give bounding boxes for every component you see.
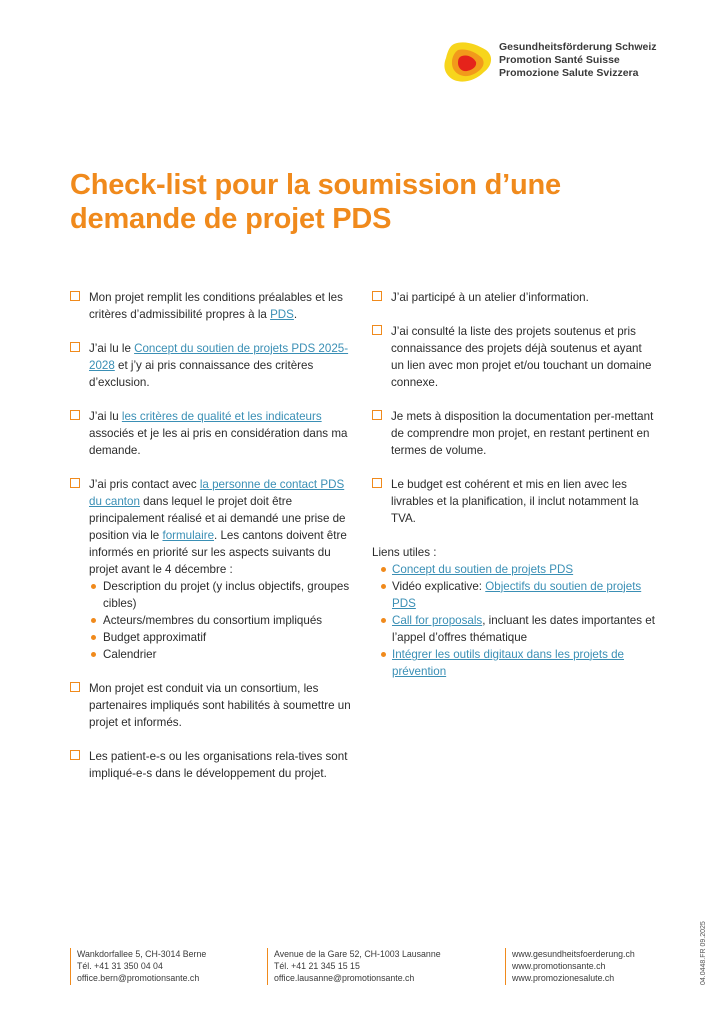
checklist-item-supported-projects: J’ai consulté la liste des projets soutenus et pris connaissance des projets déjà soutenus et ayant un lien avec mon projet et/ou touchant un domaine connexe. <box>372 323 657 391</box>
page-title-line1: Check-list pour la soumission d’une <box>70 169 561 201</box>
checklist-item-patients: Les patient-e-s ou les organisations rela-tives sont impliqué-e-s dans le développement du projet. <box>70 748 355 782</box>
digital-tools-link[interactable]: Intégrer les outils digitaux dans les projets de prévention <box>392 648 625 678</box>
checkbox-icon[interactable] <box>70 682 80 692</box>
page-title-line2: demande de projet PDS <box>70 203 392 235</box>
footer-lausanne <box>267 948 441 985</box>
checklist-item-canton-contact: J’ai pris contact avec la personne de contact PDS du canton dans lequel le projet doit être principalement réalisé et ai demandé une prise de position via le formulaire. Les cantons doivent être informés en priorité sur les aspects suivants du projet avant le 4 décembre : Description du projet (y inclus objectifs, groupes cibles) Acteurs/membres du consortium impliqués Budget approximatif Calendrier <box>70 476 355 663</box>
checklist-item-workshop: J’ai participé à un atelier d’information. <box>372 289 657 306</box>
quality-criteria-link[interactable]: les critères de qualité et les indicateurs <box>121 410 322 423</box>
checkbox-icon[interactable] <box>372 478 382 488</box>
form-link[interactable]: formulaire <box>162 529 215 542</box>
useful-links-heading: Liens utiles : <box>372 546 437 559</box>
checklist-item-concept: J’ai lu le Concept du soutien de projets PDS 2025-2028 et j’y ai pris connaissance des critères d’exclusion. <box>70 340 355 391</box>
checklist-item-documentation: Je mets à disposition la documentation per-mettant de comprendre mon projet, en restant pertinent en termes de volume. <box>372 408 657 459</box>
checkbox-icon[interactable] <box>372 410 382 420</box>
footer-bern-address: Wankdorfallee 5, CH-3014 Berne <box>77 949 207 959</box>
canton-contact-link[interactable]: la personne de contact PDS du canton <box>89 478 345 508</box>
checkbox-icon[interactable] <box>70 478 80 488</box>
checkbox-icon[interactable] <box>70 291 80 301</box>
list-item: Calendrier <box>89 646 355 663</box>
footer-web-de[interactable]: www.gesundheitsfoerderung.ch <box>512 949 635 959</box>
checklist-item-quality-criteria: J’ai lu les critères de qualité et les indicateurs associés et je les ai pris en considération dans ma demande. <box>70 408 355 459</box>
checklist-left-column <box>70 289 355 782</box>
checklist-item-consortium: Mon projet est conduit via un consortium, les partenaires impliqués sont habilités à soumettre un projet et informés. <box>70 680 355 731</box>
logo <box>442 38 662 84</box>
list-item: Call for proposals, incluant les dates importantes et l’appel d’offres thématique <box>372 612 657 646</box>
footer-web <box>505 948 635 985</box>
footer-web-it[interactable]: www.promozionesalute.ch <box>512 973 615 984</box>
pds-link[interactable]: PDS <box>270 308 294 321</box>
list-item <box>372 646 657 680</box>
checkbox-icon[interactable] <box>372 325 382 335</box>
checkbox-icon[interactable] <box>70 410 80 420</box>
list-item: Acteurs/membres du consortium impliqués <box>89 612 355 629</box>
checklist-right-column <box>372 289 657 680</box>
footer-lausanne-address: Avenue de la Gare 52, CH-1003 Lausanne <box>274 949 441 959</box>
useful-links-list <box>372 561 657 680</box>
checkbox-icon[interactable] <box>70 750 80 760</box>
logo-wordmark <box>499 41 657 80</box>
footer-bern <box>70 948 206 985</box>
list-item: Budget approximatif <box>89 629 355 646</box>
call-for-proposals-link[interactable]: Call for proposals <box>392 614 483 627</box>
checklist-item-budget: Le budget est cohérent et mis en lien avec les livrables et la planification, il inclut notamment la TVA. <box>372 476 657 527</box>
concept-link[interactable]: Concept du soutien de projets PDS 2025-2028 <box>89 342 349 372</box>
footer-bern-phone: Tél. +41 31 350 04 04 <box>77 961 163 972</box>
logo-mark-icon <box>442 40 494 84</box>
footer-bern-email[interactable]: office.bern@promotionsante.ch <box>77 973 200 984</box>
checkbox-icon[interactable] <box>70 342 80 352</box>
page-title <box>70 168 670 236</box>
list-item: Vidéo explicative: Objectifs du soutien de projets PDS <box>372 578 657 612</box>
canton-aspects-list <box>89 578 355 663</box>
logo-line-de: Gesundheitsförderung Schweiz <box>499 41 657 53</box>
footer-web-fr[interactable]: www.promotionsante.ch <box>512 961 606 972</box>
video-objectives-link[interactable]: Objectifs du soutien de projets PDS <box>392 580 642 610</box>
concept-pds-link[interactable]: Concept du soutien de projets PDS <box>392 563 574 576</box>
logo-line-it: Promozione Salute Svizzera <box>499 67 639 79</box>
checklist-item-conditions: Mon projet remplit les conditions préalables et les critères d’admissibilité propres à la PDS. <box>70 289 355 323</box>
document-reference: 04.0448.FR 09.2025 <box>700 921 707 985</box>
footer-lausanne-phone: Tél. +41 21 345 15 15 <box>274 961 360 972</box>
checkbox-icon[interactable] <box>372 291 382 301</box>
list-item: Description du projet (y inclus objectifs, groupes cibles) <box>89 578 355 612</box>
list-item <box>372 561 657 578</box>
footer-lausanne-email[interactable]: office.lausanne@promotionsante.ch <box>274 973 415 984</box>
logo-line-fr: Promotion Santé Suisse <box>499 54 620 66</box>
